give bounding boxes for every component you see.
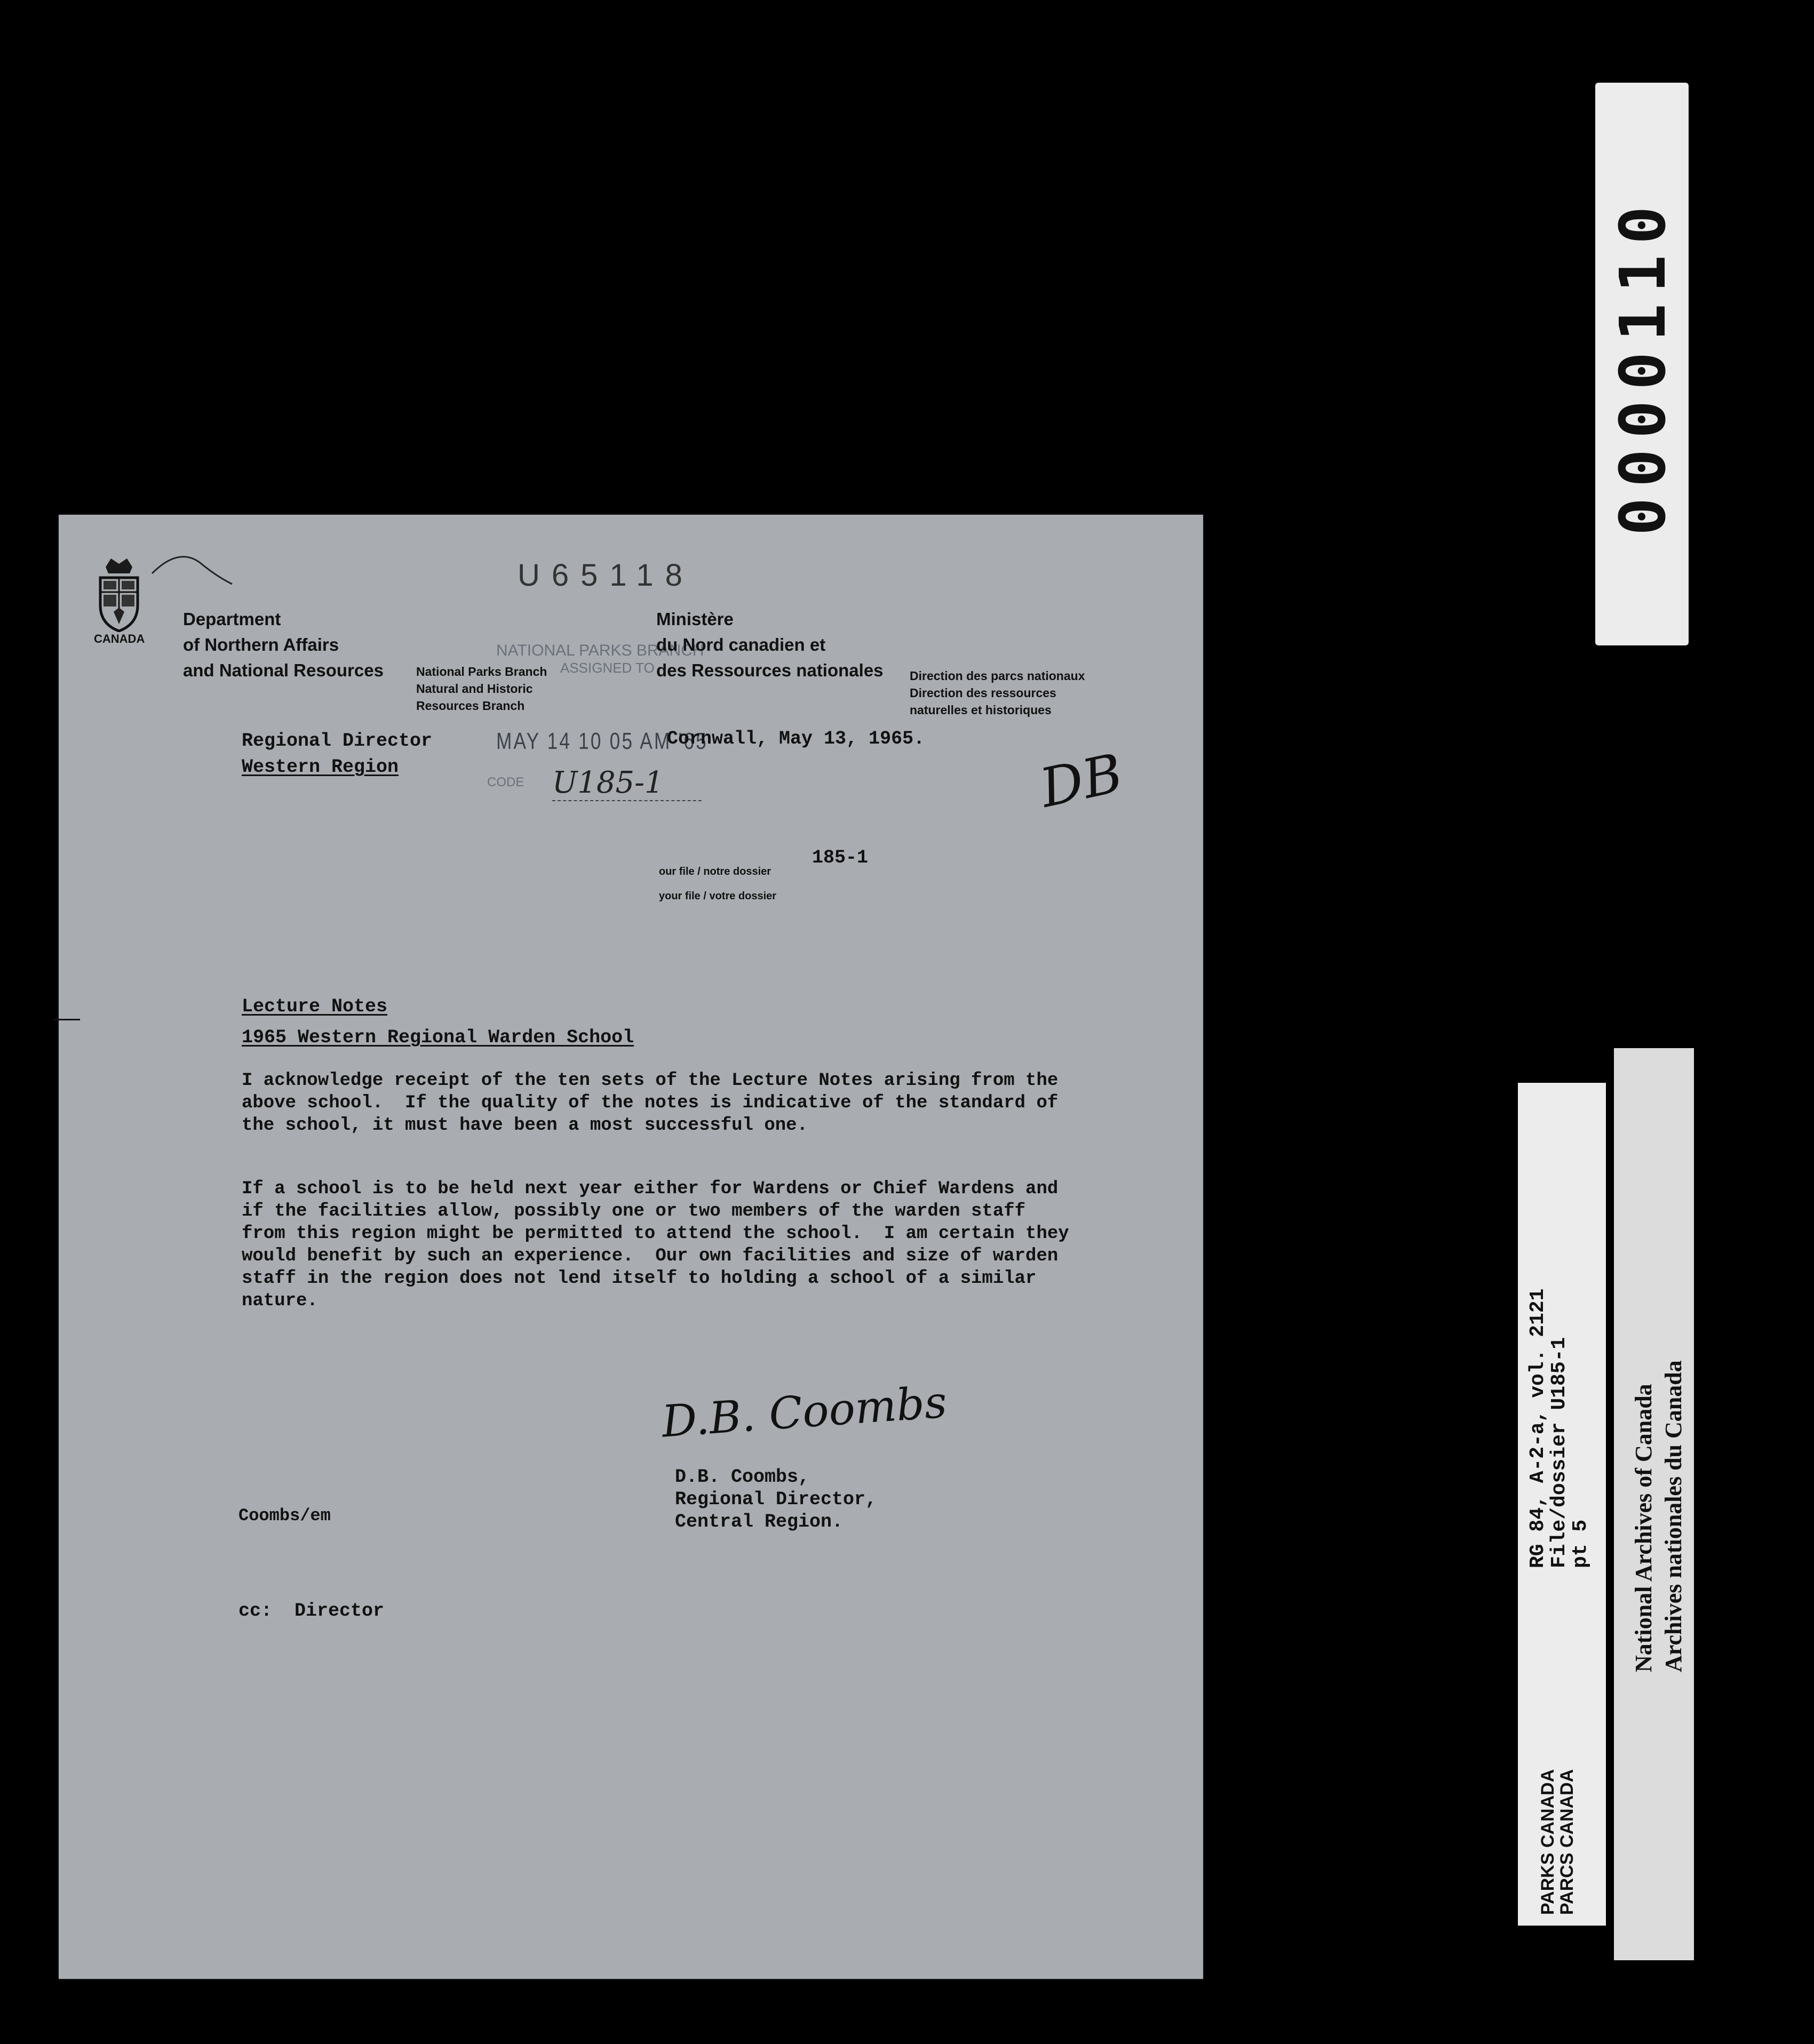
code-handwritten: U185-1 [552, 765, 702, 801]
branch-french: Direction des parcs nationaux Direction des ressources naturelles et historiques [910, 669, 1085, 717]
paragraph-1: I acknowledge receipt of the ten sets of the Lecture Notes arising from the above school. If the quality of the notes is indicative of the standard of the school, it must have been a most successful one. [242, 1071, 1059, 1136]
received-date: MAY 14 10 05 AM '65 [496, 728, 708, 754]
margin-tick [53, 1019, 80, 1020]
agency-en: PARKS CANADA [1538, 1769, 1558, 1915]
archive-ref-line-3: pt 5 [1569, 1519, 1592, 1568]
archive-ref-line-1: RG 84, A-2-a, vol. 2121 [1526, 1288, 1549, 1568]
margin-pen-mark [147, 552, 253, 595]
agency-fr: PARCS CANADA [1557, 1769, 1577, 1915]
our-file-label: our file / notre dossier [659, 866, 771, 877]
branch-english: National Parks Branch Natural and Historic Resources Branch [416, 665, 547, 713]
your-file-label: your file / votre dossier [659, 890, 777, 902]
letter-sheet [59, 515, 1203, 1979]
archives-name-en: National Archives of Canada [1630, 1384, 1657, 1672]
archives-name-fr: Archives nationales du Canada [1660, 1360, 1686, 1672]
frame-number-strip [1595, 83, 1689, 645]
addressee: Regional Director Western Region [242, 730, 433, 778]
archive-reference-label [1518, 1083, 1606, 1926]
department-english: Department of Northern Affairs and National Resources [183, 609, 384, 680]
place-date: Cornwall, May 13, 1965. [667, 728, 925, 749]
reference-initials: Coombs/em [238, 1506, 331, 1526]
code-label: CODE [487, 775, 524, 789]
stamp-number: U65118 [518, 558, 694, 593]
archive-ref-line-2: File/dossier U185-1 [1548, 1337, 1571, 1568]
signer-block: D.B. Coombs, Regional Director, Central Region. [675, 1466, 877, 1532]
received-stamp: NATIONAL PARKS BRANCH ASSIGNED TO [496, 642, 704, 676]
department-french: Ministère du Nord canadien et des Ressources nationales [656, 609, 884, 680]
paragraph-2: If a school is to be held next year either for Wardens or Chief Wardens and if the facilities allow, possibly one or two members of the warden staff from this region might be permitted to attend the school. I am certain they would benefit by such an experience. Our own facilities and size of warden staff in the region does not lend itself to holding a school of a similar nature. [242, 1179, 1069, 1311]
subject: Lecture Notes 1965 Western Regional Warden School [242, 996, 634, 1048]
canada-crest-icon [90, 552, 148, 645]
frame-number: 0000110 [1606, 195, 1680, 536]
cc-line: cc: Director [238, 1600, 385, 1622]
file-number: 185-1 [812, 847, 869, 868]
national-archives-strip [1614, 1048, 1694, 1960]
handwritten-initials: DB [1035, 741, 1128, 820]
signature: D.B. Coombs [660, 1377, 949, 1448]
crest-label: CANADA [94, 632, 145, 645]
